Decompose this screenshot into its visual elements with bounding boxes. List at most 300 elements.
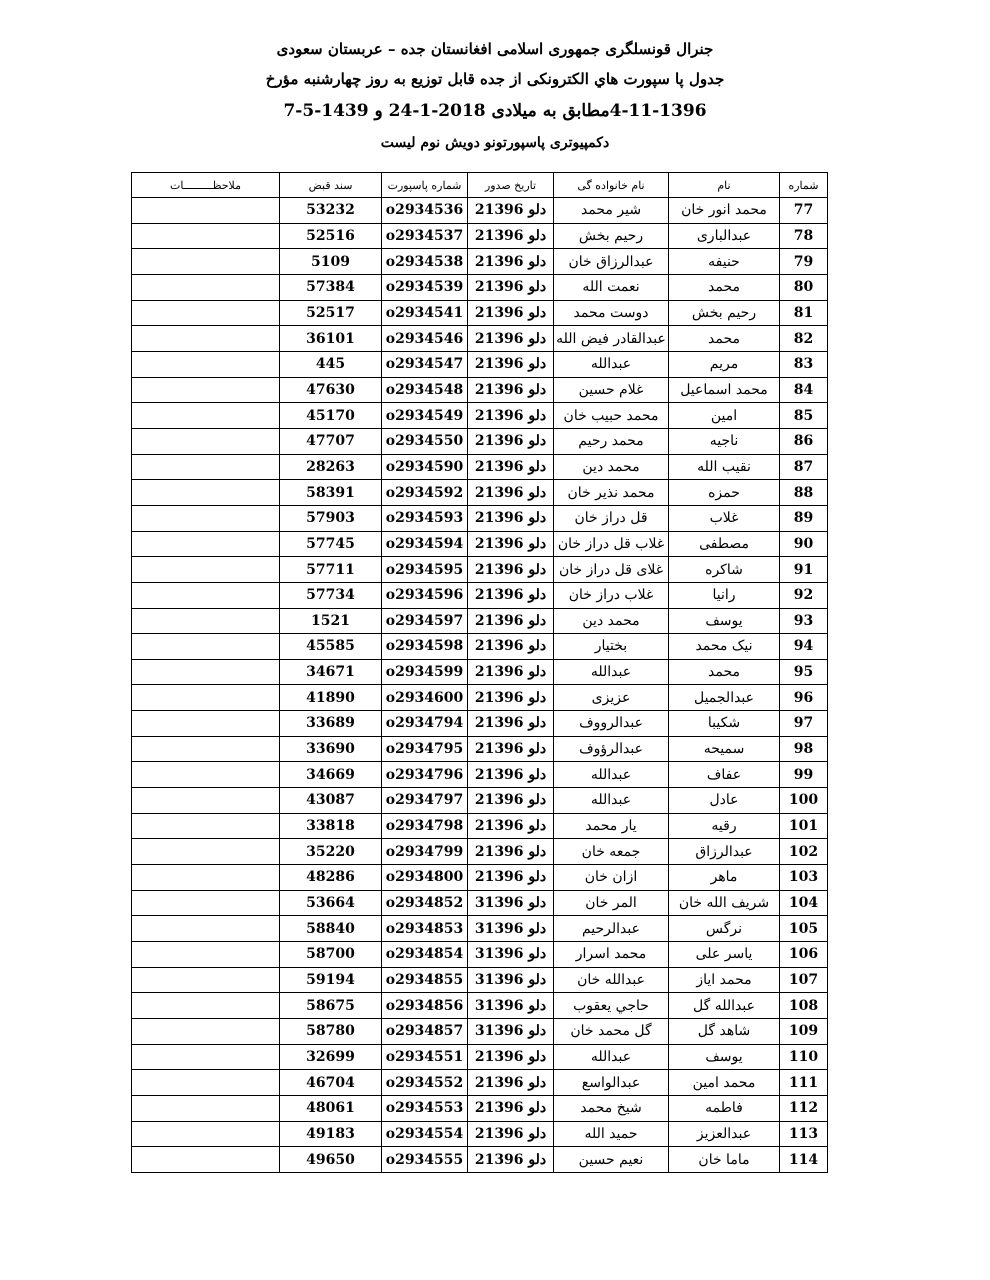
cell-remarks <box>132 300 280 326</box>
cell-issue-date: 2دلو 1396 <box>468 403 554 429</box>
cell-family: حاجي يعقوب <box>554 993 669 1019</box>
cell-remarks <box>132 326 280 352</box>
cell-family: عزيزى <box>554 685 669 711</box>
cell-receipt: 36101 <box>280 326 382 352</box>
cell-name: نقيب الله <box>669 454 780 480</box>
cell-family: قل دراز خان <box>554 505 669 531</box>
cell-remarks <box>132 736 280 762</box>
cell-receipt: 53232 <box>280 198 382 224</box>
cell-passport: o2934548 <box>382 377 468 403</box>
table-row <box>132 377 828 403</box>
cell-name: شكيبا <box>669 711 780 737</box>
cell-number: 85 <box>780 403 828 429</box>
cell-number: 79 <box>780 249 828 275</box>
cell-name: عبدالرزاق <box>669 839 780 865</box>
cell-passport: o2934594 <box>382 531 468 557</box>
cell-remarks <box>132 274 280 300</box>
cell-issue-date: 2دلو 1396 <box>468 659 554 685</box>
cell-passport: o2934796 <box>382 762 468 788</box>
cell-remarks <box>132 223 280 249</box>
cell-name: ياسر على <box>669 942 780 968</box>
cell-family: عبدالله <box>554 788 669 814</box>
cell-receipt: 33690 <box>280 736 382 762</box>
cell-remarks <box>132 1044 280 1070</box>
cell-family: شيخ محمد <box>554 1095 669 1121</box>
cell-passport: o2934595 <box>382 557 468 583</box>
cell-passport: o2934597 <box>382 608 468 634</box>
cell-number: 83 <box>780 351 828 377</box>
cell-number: 84 <box>780 377 828 403</box>
cell-issue-date: 2دلو 1396 <box>468 326 554 352</box>
table-row <box>132 736 828 762</box>
cell-family: عبدالقادر فيض الله <box>554 326 669 352</box>
cell-issue-date: 2دلو 1396 <box>468 1044 554 1070</box>
cell-family: يار محمد <box>554 813 669 839</box>
cell-receipt: 43087 <box>280 788 382 814</box>
cell-receipt: 57903 <box>280 505 382 531</box>
cell-issue-date: 2دلو 1396 <box>468 377 554 403</box>
cell-name: عبدالبارى <box>669 223 780 249</box>
cell-number: 92 <box>780 582 828 608</box>
cell-remarks <box>132 711 280 737</box>
cell-remarks <box>132 505 280 531</box>
cell-family: عبدالرؤوف <box>554 736 669 762</box>
cell-name: محمد اسماعيل <box>669 377 780 403</box>
cell-name: محمد امين <box>669 1070 780 1096</box>
table-description: جدول پا سپورت هاي الكترونكى از جده قابل توزيع به روز چهارشنبه مؤرخ <box>265 70 725 88</box>
cell-name: نيک محمد <box>669 634 780 660</box>
cell-receipt: 45585 <box>280 634 382 660</box>
cell-number: 107 <box>780 967 828 993</box>
cell-name: حمزه <box>669 480 780 506</box>
table-row <box>132 685 828 711</box>
cell-receipt: 57384 <box>280 274 382 300</box>
cell-remarks <box>132 916 280 942</box>
cell-family: محمد اسرار <box>554 942 669 968</box>
cell-passport: o2934856 <box>382 993 468 1019</box>
cell-name: امين <box>669 403 780 429</box>
cell-family: ازان خان <box>554 865 669 891</box>
cell-issue-date: 2دلو 1396 <box>468 762 554 788</box>
cell-issue-date: 2دلو 1396 <box>468 634 554 660</box>
cell-number: 82 <box>780 326 828 352</box>
cell-family: عبدالله خان <box>554 967 669 993</box>
cell-remarks <box>132 1019 280 1045</box>
cell-issue-date: 2دلو 1396 <box>468 1070 554 1096</box>
cell-family: حميد الله <box>554 1121 669 1147</box>
cell-name: يوسف <box>669 1044 780 1070</box>
cell-issue-date: 2دلو 1396 <box>468 557 554 583</box>
cell-number: 100 <box>780 788 828 814</box>
cell-remarks <box>132 351 280 377</box>
table-row <box>132 1070 828 1096</box>
cell-remarks <box>132 428 280 454</box>
cell-name: رانيا <box>669 582 780 608</box>
cell-passport: o2934539 <box>382 274 468 300</box>
cell-number: 87 <box>780 454 828 480</box>
cell-receipt: 48286 <box>280 865 382 891</box>
cell-family: المر خان <box>554 890 669 916</box>
table-row <box>132 223 828 249</box>
table-row <box>132 480 828 506</box>
cell-receipt: 52517 <box>280 300 382 326</box>
cell-receipt: 41890 <box>280 685 382 711</box>
list-title: دکمپیوتری پاسپورتونو دویش نوم لیست <box>380 135 610 151</box>
table-row <box>132 505 828 531</box>
cell-family: غلاى قل دراز خان <box>554 557 669 583</box>
table-row <box>132 762 828 788</box>
cell-number: 96 <box>780 685 828 711</box>
cell-family: محمد حبيب خان <box>554 403 669 429</box>
table-row <box>132 813 828 839</box>
cell-name: رقيه <box>669 813 780 839</box>
cell-name: عبدالجميل <box>669 685 780 711</box>
cell-issue-date: 3دلو 1396 <box>468 916 554 942</box>
table-row <box>132 582 828 608</box>
cell-name: مريم <box>669 351 780 377</box>
cell-name: عبدالعزيز <box>669 1121 780 1147</box>
cell-receipt: 49650 <box>280 1147 382 1173</box>
cell-issue-date: 2دلو 1396 <box>468 428 554 454</box>
passport-table <box>131 172 828 1173</box>
table-row <box>132 454 828 480</box>
cell-family: عبدالله <box>554 659 669 685</box>
cell-issue-date: 2دلو 1396 <box>468 531 554 557</box>
cell-passport: o2934537 <box>382 223 468 249</box>
cell-number: 108 <box>780 993 828 1019</box>
cell-issue-date: 2دلو 1396 <box>468 1147 554 1173</box>
cell-name: عفاف <box>669 762 780 788</box>
cell-remarks <box>132 685 280 711</box>
cell-number: 103 <box>780 865 828 891</box>
table-row <box>132 839 828 865</box>
cell-number: 113 <box>780 1121 828 1147</box>
cell-passport: o2934797 <box>382 788 468 814</box>
table-row <box>132 1019 828 1045</box>
document-header <box>0 34 990 158</box>
date-line: 4-11-1396مطابق به میلادی 2018-1-24 و 1439-5-7 <box>283 101 707 121</box>
cell-receipt: 46704 <box>280 1070 382 1096</box>
cell-passport: o2934553 <box>382 1095 468 1121</box>
cell-passport: o2934555 <box>382 1147 468 1173</box>
table-row <box>132 351 828 377</box>
cell-passport: o2934854 <box>382 942 468 968</box>
table-row <box>132 198 828 224</box>
cell-receipt: 57734 <box>280 582 382 608</box>
cell-passport: o2934800 <box>382 865 468 891</box>
cell-receipt: 52516 <box>280 223 382 249</box>
cell-passport: o2934538 <box>382 249 468 275</box>
cell-remarks <box>132 788 280 814</box>
cell-issue-date: 3دلو 1396 <box>468 1019 554 1045</box>
cell-remarks <box>132 659 280 685</box>
cell-name: ماما خان <box>669 1147 780 1173</box>
col-header-number: شماره <box>780 173 828 198</box>
cell-name: ناجيه <box>669 428 780 454</box>
cell-name: شريف الله خان <box>669 890 780 916</box>
cell-receipt: 33818 <box>280 813 382 839</box>
cell-issue-date: 3دلو 1396 <box>468 942 554 968</box>
cell-remarks <box>132 249 280 275</box>
cell-issue-date: 2دلو 1396 <box>468 249 554 275</box>
table-row <box>132 531 828 557</box>
cell-issue-date: 2دلو 1396 <box>468 454 554 480</box>
cell-remarks <box>132 582 280 608</box>
cell-receipt: 34669 <box>280 762 382 788</box>
cell-receipt: 58780 <box>280 1019 382 1045</box>
cell-receipt: 58840 <box>280 916 382 942</box>
cell-remarks <box>132 454 280 480</box>
cell-number: 98 <box>780 736 828 762</box>
cell-issue-date: 2دلو 1396 <box>468 813 554 839</box>
cell-family: نعيم حسين <box>554 1147 669 1173</box>
cell-number: 91 <box>780 557 828 583</box>
cell-number: 89 <box>780 505 828 531</box>
col-header-passport: شماره پاسپورت <box>382 173 468 198</box>
table-row <box>132 274 828 300</box>
cell-family: رحيم بخش <box>554 223 669 249</box>
table-row <box>132 890 828 916</box>
cell-passport: o2934799 <box>382 839 468 865</box>
table-row <box>132 249 828 275</box>
cell-receipt: 28263 <box>280 454 382 480</box>
cell-family: عبدالواسع <box>554 1070 669 1096</box>
table-row <box>132 967 828 993</box>
cell-passport: o2934596 <box>382 582 468 608</box>
cell-remarks <box>132 1070 280 1096</box>
cell-issue-date: 2دلو 1396 <box>468 300 554 326</box>
cell-name: غلاب <box>669 505 780 531</box>
cell-receipt: 34671 <box>280 659 382 685</box>
cell-issue-date: 2دلو 1396 <box>468 274 554 300</box>
cell-number: 86 <box>780 428 828 454</box>
cell-issue-date: 2دلو 1396 <box>468 198 554 224</box>
cell-remarks <box>132 480 280 506</box>
cell-name: فاطمه <box>669 1095 780 1121</box>
cell-number: 78 <box>780 223 828 249</box>
cell-passport: o2934599 <box>382 659 468 685</box>
table-row <box>132 634 828 660</box>
cell-passport: o2934855 <box>382 967 468 993</box>
cell-remarks <box>132 1147 280 1173</box>
cell-issue-date: 2دلو 1396 <box>468 608 554 634</box>
cell-number: 81 <box>780 300 828 326</box>
col-header-remarks: ملاحظـــــــــات <box>132 173 280 198</box>
cell-family: عبدالله <box>554 762 669 788</box>
cell-issue-date: 2دلو 1396 <box>468 351 554 377</box>
table-row <box>132 993 828 1019</box>
cell-number: 106 <box>780 942 828 968</box>
cell-name: عبدالله گل <box>669 993 780 1019</box>
cell-number: 99 <box>780 762 828 788</box>
cell-passport: o2934549 <box>382 403 468 429</box>
cell-issue-date: 2دلو 1396 <box>468 865 554 891</box>
cell-number: 97 <box>780 711 828 737</box>
cell-passport: o2934551 <box>382 1044 468 1070</box>
cell-name: شاكره <box>669 557 780 583</box>
cell-family: غلاب دراز خان <box>554 582 669 608</box>
cell-passport: o2934550 <box>382 428 468 454</box>
cell-name: محمد <box>669 326 780 352</box>
cell-number: 88 <box>780 480 828 506</box>
cell-family: محمد رحيم <box>554 428 669 454</box>
cell-issue-date: 2دلو 1396 <box>468 582 554 608</box>
cell-receipt: 57711 <box>280 557 382 583</box>
cell-remarks <box>132 1095 280 1121</box>
cell-remarks <box>132 608 280 634</box>
cell-issue-date: 2دلو 1396 <box>468 736 554 762</box>
cell-number: 112 <box>780 1095 828 1121</box>
cell-name: حنيفه <box>669 249 780 275</box>
cell-receipt: 58675 <box>280 993 382 1019</box>
cell-issue-date: 2دلو 1396 <box>468 505 554 531</box>
cell-family: غلام حسين <box>554 377 669 403</box>
cell-name: ماهر <box>669 865 780 891</box>
cell-receipt: 35220 <box>280 839 382 865</box>
cell-passport: o2934592 <box>382 480 468 506</box>
cell-receipt: 47707 <box>280 428 382 454</box>
cell-number: 110 <box>780 1044 828 1070</box>
cell-name: شاهد گل <box>669 1019 780 1045</box>
col-header-issue-date: تاريخ صدور <box>468 173 554 198</box>
cell-receipt: 53664 <box>280 890 382 916</box>
table-row <box>132 300 828 326</box>
cell-remarks <box>132 403 280 429</box>
cell-family: محمد نذير خان <box>554 480 669 506</box>
cell-family: بختيار <box>554 634 669 660</box>
cell-issue-date: 2دلو 1396 <box>468 839 554 865</box>
table-row <box>132 659 828 685</box>
cell-family: شير محمد <box>554 198 669 224</box>
cell-passport: o2934536 <box>382 198 468 224</box>
table-row <box>132 865 828 891</box>
cell-remarks <box>132 967 280 993</box>
table-row <box>132 1095 828 1121</box>
table-row <box>132 788 828 814</box>
cell-receipt: 48061 <box>280 1095 382 1121</box>
cell-name: مصطفى <box>669 531 780 557</box>
table-body <box>132 198 828 1173</box>
cell-number: 93 <box>780 608 828 634</box>
col-header-name: نام <box>669 173 780 198</box>
cell-passport: o2934857 <box>382 1019 468 1045</box>
cell-remarks <box>132 839 280 865</box>
consulate-title: جنرال قونسلگری جمهوری اسلامی افغانستان جده – عربستان سعودی <box>276 40 714 58</box>
table-row <box>132 403 828 429</box>
cell-remarks <box>132 813 280 839</box>
table-row <box>132 557 828 583</box>
cell-issue-date: 2دلو 1396 <box>468 788 554 814</box>
cell-receipt: 33689 <box>280 711 382 737</box>
cell-passport: o2934590 <box>382 454 468 480</box>
col-header-receipt: سند قبض <box>280 173 382 198</box>
cell-issue-date: 2دلو 1396 <box>468 711 554 737</box>
cell-issue-date: 2دلو 1396 <box>468 1121 554 1147</box>
cell-number: 114 <box>780 1147 828 1173</box>
table-row <box>132 326 828 352</box>
cell-receipt: 32699 <box>280 1044 382 1070</box>
cell-remarks <box>132 531 280 557</box>
cell-name: رحيم بخش <box>669 300 780 326</box>
cell-passport: o2934554 <box>382 1121 468 1147</box>
cell-name: محمد انور خان <box>669 198 780 224</box>
cell-passport: o2934598 <box>382 634 468 660</box>
cell-number: 95 <box>780 659 828 685</box>
cell-number: 101 <box>780 813 828 839</box>
cell-remarks <box>132 377 280 403</box>
table-row <box>132 916 828 942</box>
cell-family: عبدالله <box>554 1044 669 1070</box>
cell-number: 102 <box>780 839 828 865</box>
cell-family: گل محمد خان <box>554 1019 669 1045</box>
cell-name: محمد اياز <box>669 967 780 993</box>
table-header-row <box>132 173 828 198</box>
cell-receipt: 58700 <box>280 942 382 968</box>
cell-number: 77 <box>780 198 828 224</box>
cell-name: محمد <box>669 274 780 300</box>
cell-number: 94 <box>780 634 828 660</box>
cell-receipt: 58391 <box>280 480 382 506</box>
cell-remarks <box>132 762 280 788</box>
cell-receipt: 1521 <box>280 608 382 634</box>
cell-passport: o2934600 <box>382 685 468 711</box>
cell-receipt: 49183 <box>280 1121 382 1147</box>
cell-family: عبدالرحيم <box>554 916 669 942</box>
table-row <box>132 711 828 737</box>
cell-issue-date: 2دلو 1396 <box>468 1095 554 1121</box>
cell-name: سميحه <box>669 736 780 762</box>
cell-remarks <box>132 942 280 968</box>
cell-receipt: 59194 <box>280 967 382 993</box>
cell-family: محمد دين <box>554 454 669 480</box>
cell-remarks <box>132 993 280 1019</box>
table-row <box>132 608 828 634</box>
cell-issue-date: 2دلو 1396 <box>468 223 554 249</box>
cell-name: يوسف <box>669 608 780 634</box>
cell-name: نرگس <box>669 916 780 942</box>
cell-remarks <box>132 634 280 660</box>
cell-issue-date: 2دلو 1396 <box>468 480 554 506</box>
cell-passport: o2934794 <box>382 711 468 737</box>
cell-family: غلاب قل دراز خان <box>554 531 669 557</box>
cell-family: دوست محمد <box>554 300 669 326</box>
cell-receipt: 45170 <box>280 403 382 429</box>
cell-issue-date: 3دلو 1396 <box>468 993 554 1019</box>
table-row <box>132 428 828 454</box>
cell-family: جمعه خان <box>554 839 669 865</box>
cell-receipt: 47630 <box>280 377 382 403</box>
cell-remarks <box>132 865 280 891</box>
cell-family: عبدالرزاق خان <box>554 249 669 275</box>
cell-number: 80 <box>780 274 828 300</box>
cell-passport: o2934795 <box>382 736 468 762</box>
cell-remarks <box>132 1121 280 1147</box>
cell-passport: o2934852 <box>382 890 468 916</box>
cell-issue-date: 3دلو 1396 <box>468 967 554 993</box>
cell-passport: o2934547 <box>382 351 468 377</box>
cell-family: عبدالله <box>554 351 669 377</box>
table-row <box>132 1121 828 1147</box>
cell-passport: o2934853 <box>382 916 468 942</box>
cell-name: محمد <box>669 659 780 685</box>
cell-passport: o2934541 <box>382 300 468 326</box>
cell-issue-date: 3دلو 1396 <box>468 890 554 916</box>
cell-passport: o2934552 <box>382 1070 468 1096</box>
cell-number: 109 <box>780 1019 828 1045</box>
cell-number: 104 <box>780 890 828 916</box>
cell-receipt: 57745 <box>280 531 382 557</box>
cell-passport: o2934546 <box>382 326 468 352</box>
